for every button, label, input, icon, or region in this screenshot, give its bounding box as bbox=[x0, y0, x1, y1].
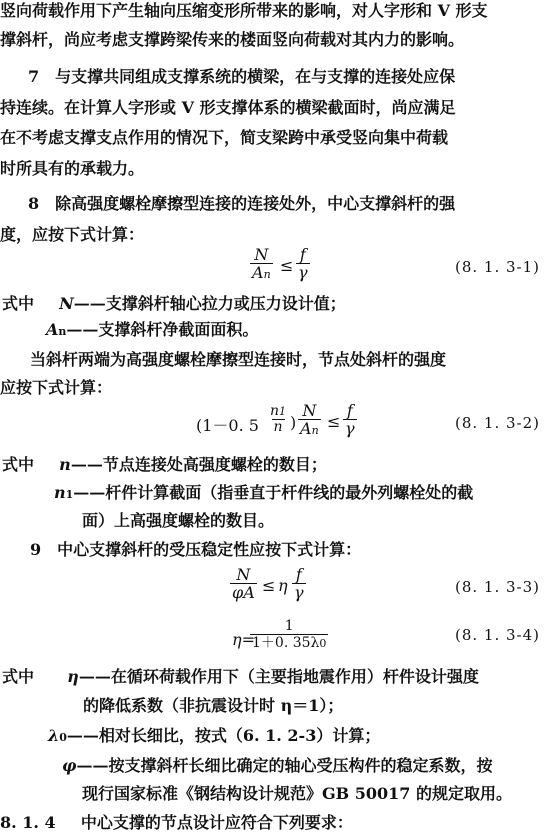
eq4-den-subscript: 0 bbox=[319, 637, 327, 650]
eq2-number: (8. 1. 3-2) bbox=[455, 414, 541, 432]
eq2-n: n bbox=[273, 419, 283, 435]
item-9-line: 9 中心支撑斜杆的受压稳定性应按下式计算： bbox=[30, 540, 362, 559]
where3-desc-eta: ——在循环荷载作用下（主要指地震作用）杆件设计强度 bbox=[78, 667, 479, 686]
where3-lead: 式中 bbox=[2, 667, 35, 686]
eq2-n1-symbol: n bbox=[270, 403, 280, 419]
where1-symbol-N: N bbox=[59, 294, 74, 313]
where3-desc-lambda: ——相对长细比，按式（6. 1. 2-3）计算； bbox=[66, 726, 381, 745]
eq2-n1-subscript: 1 bbox=[279, 405, 287, 418]
eq4-denominator bbox=[250, 634, 328, 652]
where3-symbol-lambda-sub: 0 bbox=[59, 731, 67, 744]
where1-desc-A: ——支撑斜杆净截面面积。 bbox=[66, 320, 259, 339]
eq4-number: (8. 1. 3-4) bbox=[455, 626, 541, 644]
eq1-denominator bbox=[250, 263, 273, 283]
where1-desc-N: ——支撑斜杆轴心拉力或压力设计值； bbox=[73, 294, 346, 313]
where2-desc-n1: ——杆件计算截面（指垂直于杆件线的最外列螺栓处的截 bbox=[73, 483, 474, 502]
eq2-denominator bbox=[298, 419, 321, 439]
where3-row-2: 的降低系数（非抗震设计时 η＝1）； bbox=[83, 696, 344, 715]
eq1-fraction-rhs bbox=[296, 246, 310, 281]
eq1-den-symbol: A bbox=[252, 263, 264, 282]
eq3-fraction-lhs bbox=[230, 566, 257, 601]
where1-lead: 式中 bbox=[2, 294, 35, 313]
where3-row-3 bbox=[48, 725, 552, 749]
where2-row-2 bbox=[54, 482, 552, 506]
item-8-line-1: 8 除高强度螺栓摩擦型连接的连接处外，中心支撑斜杆的强 bbox=[28, 194, 456, 213]
where1-symbol-A: A bbox=[46, 320, 59, 339]
section-heading bbox=[0, 812, 552, 834]
eq2-numerator: N bbox=[302, 401, 317, 420]
eq1-rhs-numerator: f bbox=[299, 245, 306, 264]
where3-symbol-eta: η bbox=[67, 667, 79, 686]
eq3-relation: ≤ bbox=[262, 576, 276, 595]
eq4-lhs: η= bbox=[232, 630, 255, 649]
eq3-number: (8. 1. 3-3) bbox=[455, 578, 541, 596]
eq2-fraction-rhs bbox=[343, 402, 357, 437]
where3-row-4 bbox=[62, 755, 552, 777]
where3-symbol-lambda: λ bbox=[48, 726, 60, 745]
eq2-n1 bbox=[268, 404, 288, 419]
item-7-line-2: 持连续。在计算人字形或 V 形支撑体系的横梁截面时，尚应满足 bbox=[0, 98, 456, 117]
eq3-numerator: N bbox=[236, 565, 251, 584]
eq2-paren-close: ) bbox=[290, 413, 297, 432]
eq4-fraction bbox=[250, 618, 328, 652]
where1-row-2 bbox=[46, 319, 552, 343]
bolt-para-line-2: 应按下式计算： bbox=[0, 378, 113, 397]
section-text: 中心支撑的节点设计应符合下列要求： bbox=[80, 813, 353, 832]
eq2-relation: ≤ bbox=[327, 412, 341, 431]
where2-symbol-n1-sub: 1 bbox=[65, 488, 74, 501]
item-7-line-4: 时所具有的承载力。 bbox=[0, 159, 145, 178]
where1-row-1 bbox=[2, 293, 552, 315]
eq2-rhs-numerator: f bbox=[346, 401, 353, 420]
eq3-denominator: φA bbox=[232, 583, 255, 602]
eq2-fraction-lhs bbox=[298, 402, 321, 439]
bolt-para-line-1: 当斜杆两端为高强度螺栓摩擦型连接时，节点处斜杆的强度 bbox=[30, 350, 447, 369]
eq1-numerator: N bbox=[254, 245, 269, 264]
eq1-den-subscript: n bbox=[263, 268, 271, 281]
where1-symbol-A-sub: n bbox=[58, 325, 67, 338]
section-number: 8. 1. 4 bbox=[0, 813, 56, 832]
where2-symbol-n: n bbox=[59, 455, 71, 474]
item-7-line-3: 在不考虑支撑支点作用的情况下，简支梁跨中承受竖向集中荷载 bbox=[0, 128, 449, 147]
eq3-fraction-rhs bbox=[292, 566, 306, 601]
eq2-den-subscript: n bbox=[311, 424, 319, 437]
where3-row-5: 现行国家标准《钢结构设计规范》GB 50017 的规定取用。 bbox=[82, 784, 512, 803]
where2-row-3: 面）上高强度螺栓的数目。 bbox=[82, 511, 275, 530]
text-line-2: 撑斜杆，尚应考虑支撑跨梁传来的楼面竖向荷载对其内力的影响。 bbox=[0, 30, 465, 49]
where3-row-1 bbox=[2, 666, 552, 688]
eq1-fraction-lhs bbox=[250, 246, 273, 283]
eq3-rhs-numerator: f bbox=[295, 565, 302, 584]
eq1-number: (8. 1. 3-1) bbox=[455, 258, 541, 276]
eq1-rhs-denominator: γ bbox=[298, 263, 308, 282]
where3-desc-phi: ——按支撑斜杆长细比确定的轴心受压构件的稳定系数，按 bbox=[76, 756, 493, 775]
item-7-line-1: 7 与支撑共同组成支撑系统的横梁，在与支撑的连接处应保 bbox=[28, 67, 456, 86]
where2-desc-n: ——节点连接处高强度螺栓的数目； bbox=[70, 455, 327, 474]
eq4-numerator: 1 bbox=[284, 618, 294, 634]
eq2-fraction-n bbox=[268, 404, 288, 435]
eq4-den-text: 1＋0. 35λ bbox=[252, 635, 320, 651]
eq3-eta: η bbox=[278, 576, 288, 595]
text-line-1: 竖向荷载作用下产生轴向压缩变形所带来的影响，对人字形和 V 形支 bbox=[0, 1, 488, 20]
eq1-relation: ≤ bbox=[280, 256, 294, 275]
where2-lead: 式中 bbox=[2, 455, 35, 474]
eq2-prefix: (1－0. 5 bbox=[196, 416, 259, 435]
eq3-rhs-denominator: γ bbox=[294, 583, 304, 602]
item-8-line-2: 度，应按下式计算： bbox=[0, 225, 145, 244]
where2-row-1 bbox=[2, 454, 552, 476]
eq2-den-symbol: A bbox=[300, 419, 312, 438]
eq2-rhs-denominator: γ bbox=[345, 419, 355, 438]
where2-symbol-n1: n bbox=[54, 483, 66, 502]
where3-symbol-phi: φ bbox=[62, 756, 77, 775]
